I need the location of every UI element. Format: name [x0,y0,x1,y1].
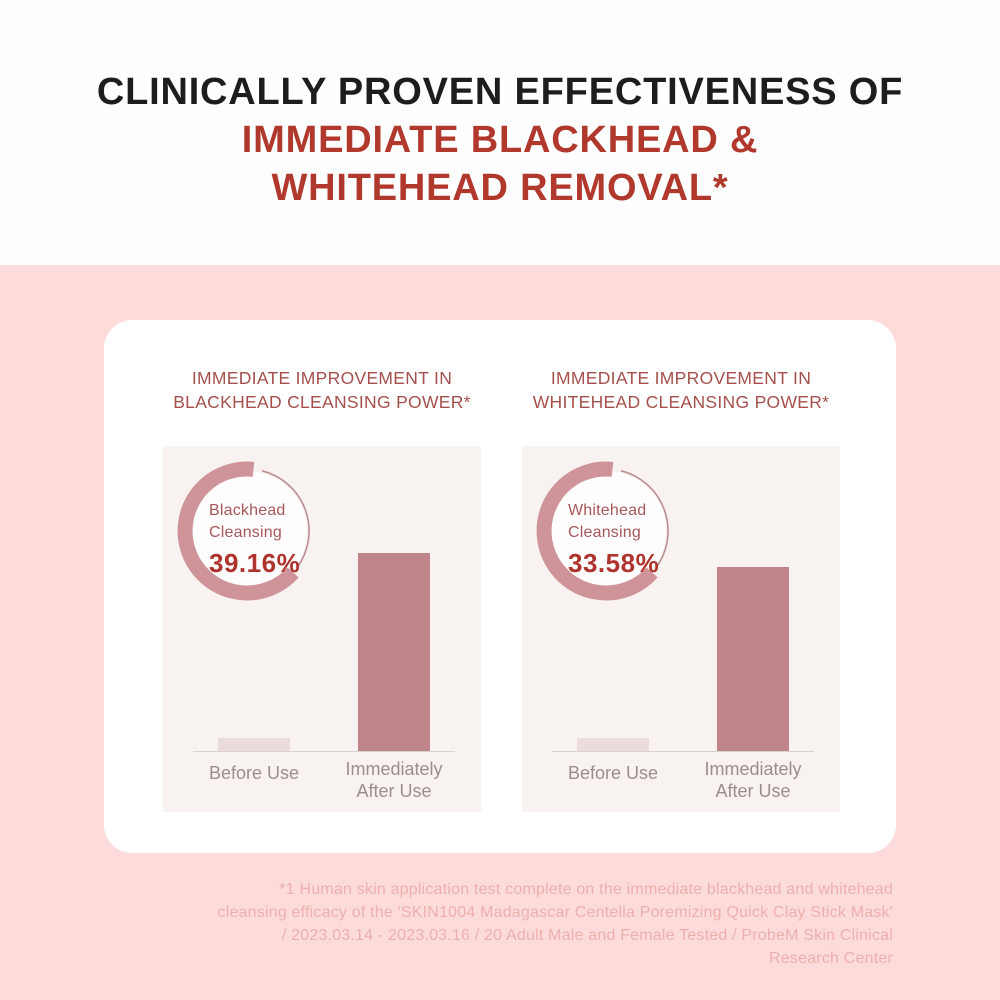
footnote-line-3: / 2023.03.14 - 2023.03.16 / 20 Adult Male and Female Tested / ProbeM Skin Clinical [281,927,893,944]
whitehead-title-line1: IMMEDIATE IMPROVEMENT IN [550,368,812,388]
whitehead-donut-value: 33.58% [568,548,660,578]
blackhead-chart-panel [163,446,481,812]
headline-black: CLINICALLY PROVEN EFFECTIVENESS OF [96,71,904,113]
blackhead-donut-text [209,500,300,579]
headline-red-line2: WHITEHEAD REMOVAL* [271,167,729,209]
whitehead-panel-title [522,366,840,414]
whitehead-label-after-use: Immediately After Use [704,759,802,801]
blackhead-donut-value: 39.16% [209,548,301,578]
whitehead-donut-text [568,500,659,579]
whitehead-title-line2: WHITEHEAD CLEANSING POWER* [532,392,830,412]
footnote-line-2: cleansing efficacy of the 'SKIN1004 Madagascar Centella Poremizing Quick Clay Stick Mask' [217,904,893,921]
blackhead-label-before-use: Before Use [208,763,300,783]
blackhead-bar-after-use [358,553,430,751]
footnote-line-1: *1 Human skin application test complete on the immediate blackhead and whitehead [279,881,893,898]
whitehead-column [522,320,840,853]
blackhead-title-line2: BLACKHEAD CLEANSING POWER* [173,392,471,412]
whitehead-axis-baseline [552,751,814,752]
whitehead-bar-before-use [577,738,649,751]
whitehead-donut-label-line1: Whitehead [568,502,647,519]
blackhead-donut-label-line2: Cleansing [209,524,282,541]
blackhead-donut-label-line1: Blackhead [209,502,286,519]
blackhead-column [163,320,481,853]
whitehead-label-before-use: Before Use [567,763,659,783]
footnote [193,878,893,970]
whitehead-donut-label-line2: Cleansing [568,524,641,541]
blackhead-label-after-use: Immediately After Use [345,759,443,801]
blackhead-axis-baseline [193,751,455,752]
whitehead-chart-panel [522,446,840,812]
headline-red-line1: IMMEDIATE BLACKHEAD & [241,119,759,161]
results-card [104,320,896,853]
footnote-line-4: Research Center [769,950,893,967]
blackhead-panel-title [163,366,481,414]
header-section [0,0,1000,265]
whitehead-bar-after-use [717,567,789,751]
results-section [0,265,1000,1000]
blackhead-title-line1: IMMEDIATE IMPROVEMENT IN [191,368,453,388]
blackhead-bar-before-use [218,738,290,751]
